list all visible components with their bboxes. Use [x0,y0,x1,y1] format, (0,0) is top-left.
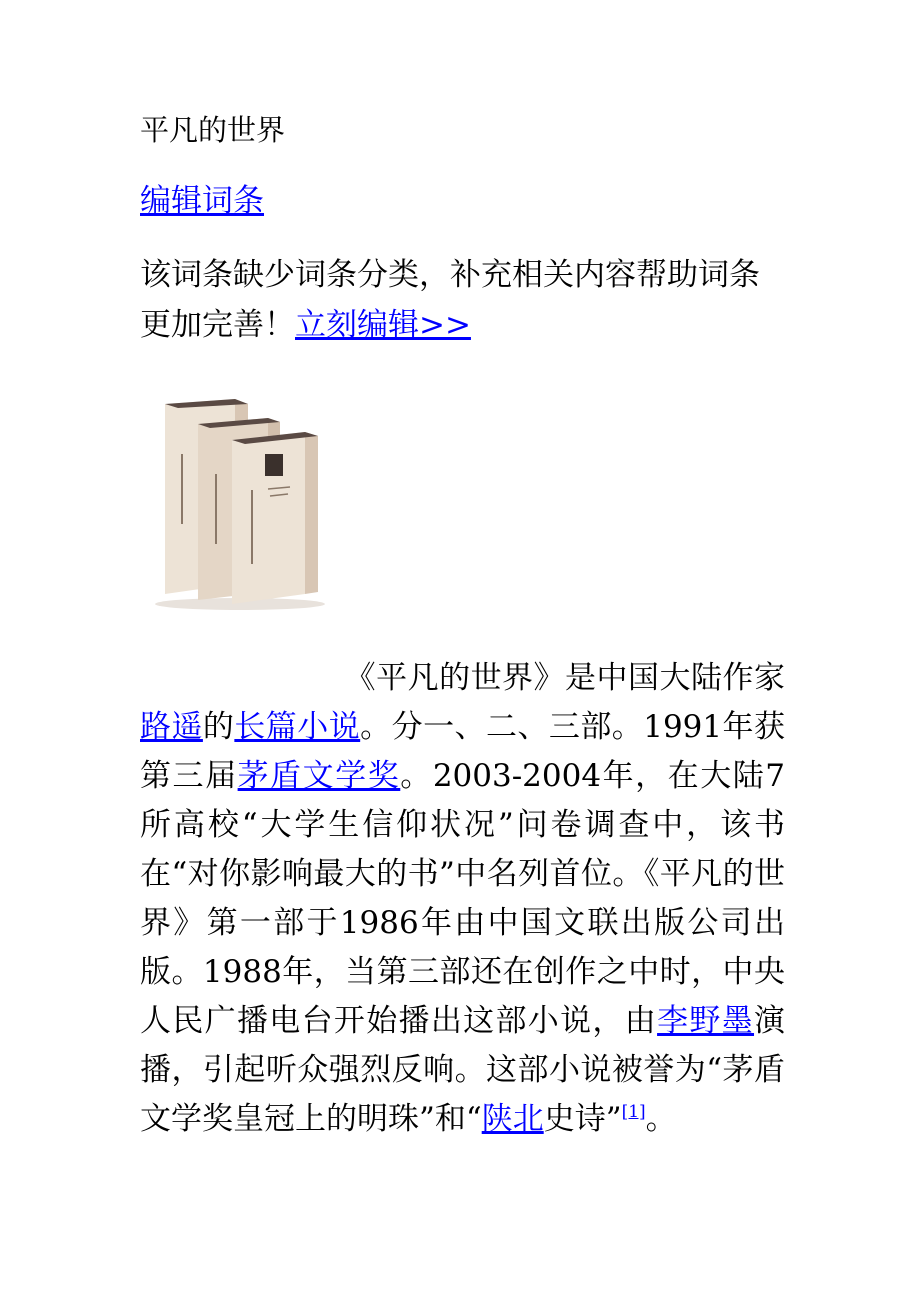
region-link[interactable]: 陕北 [481,1101,544,1137]
edit-entry-link[interactable]: 编辑词条 [140,183,264,219]
award-link[interactable]: 茅盾文学奖 [237,758,401,794]
body-text-4: 。2003-2004年，在大陆7所高校“大学生信仰状况”问卷调查中，该书在“对你影响最大的书”中名列首位。《平凡的世界》第一部于1986年由中国文联出版公司出版。1988年，当第三部还在创作之中时，中央人民广播电台开始播出这部小说，由 [140,758,786,1039]
body-text-1: 《平凡的世界》是中国大陆作家 [344,660,785,696]
body-text-5: 演播，引起听众强烈反响。这部小说被誉为“茅盾文学奖皇冠上的明珠”和“ [140,1003,786,1137]
book-spine-text: 平凡的世界 [140,394,145,395]
article-body [140,654,785,1144]
body-text-2: 的 [202,709,235,745]
body-text-3: 。分一、二、三部。1991年获第三届 [140,709,786,794]
body-text-7: 。 [645,1101,677,1137]
narrator-link[interactable]: 李野墨 [657,1003,755,1039]
article [140,110,785,1175]
genre-link[interactable]: 长篇小说 [234,709,361,745]
book-set-image [140,394,340,614]
book-set-icon [140,394,340,614]
reference-link[interactable]: [1] [621,1102,646,1122]
body-text-6: 史诗” [543,1101,622,1137]
edit-now-link[interactable]: 立刻编辑>> [295,307,471,343]
notice-text: 该词条缺少词条分类，补充相关内容帮助词条更加完善！ [140,257,760,343]
category-notice [140,250,785,350]
page-title: 平凡的世界 [140,113,286,147]
author-link[interactable]: 路遥 [140,709,203,745]
